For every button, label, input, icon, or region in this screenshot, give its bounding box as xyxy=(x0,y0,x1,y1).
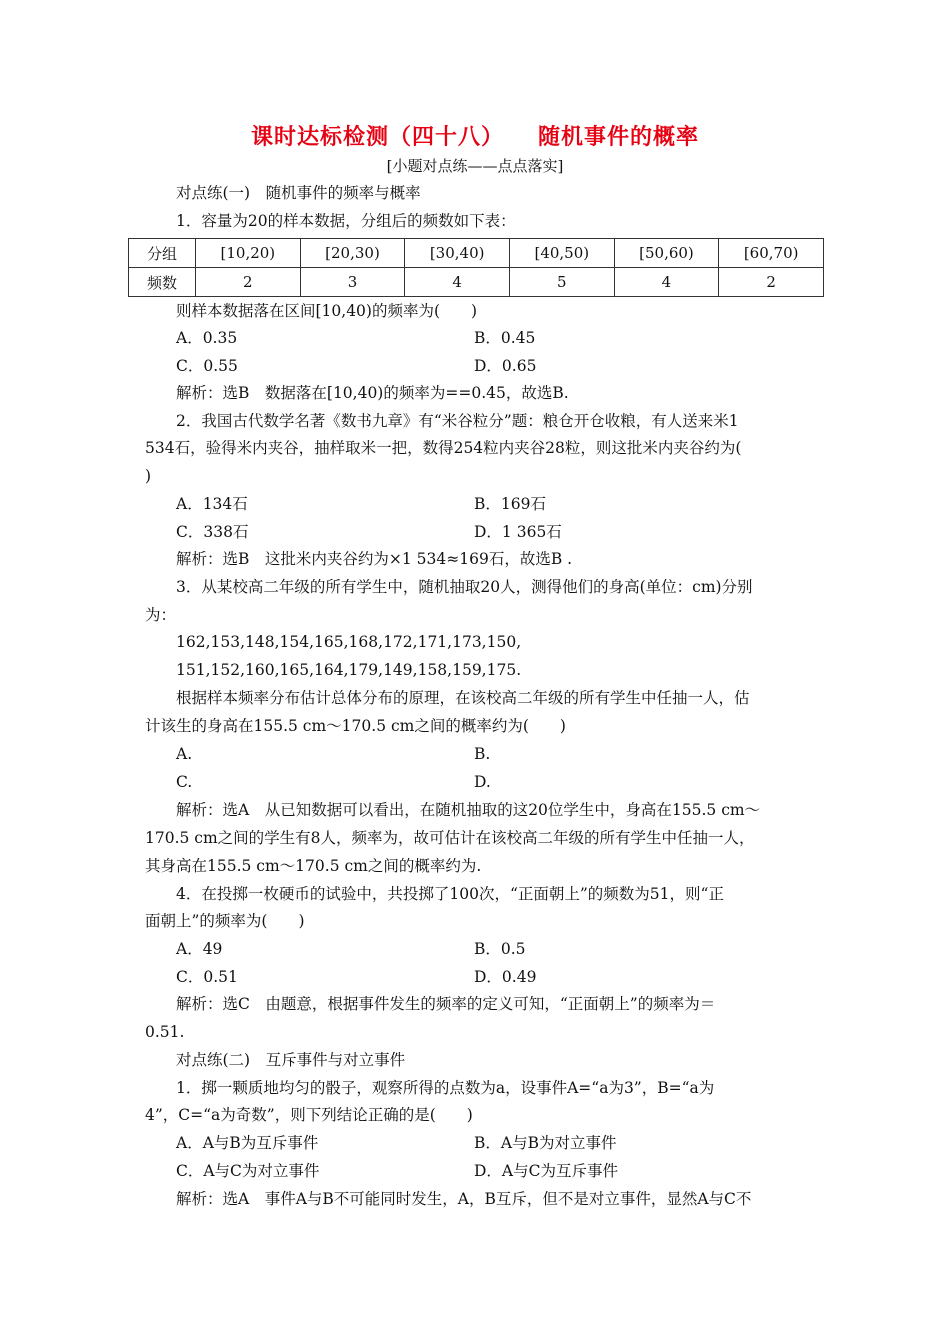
q3-answer-1: 解析：选A 从已知数据可以看出，在随机抽取的这20位学生中，身高在155.5 cm～ xyxy=(176,801,761,819)
q5-option-c: C．A与C为对立事件 xyxy=(176,1162,320,1180)
q5-option-b: B．A与B为对立事件 xyxy=(474,1134,617,1152)
table-cell: [10,20) xyxy=(196,239,301,268)
table-cell: 5 xyxy=(509,268,614,297)
section-heading-1: 对点练(一) 随机事件的频率与概率 xyxy=(176,184,421,202)
table-cell: 4 xyxy=(405,268,510,297)
q5-answer: 解析：选A 事件A与B不可能同时发生，A，B互斥，但不是对立事件，显然A与C不 xyxy=(176,1190,752,1208)
q5-stem-2: 4”，C=“a为奇数”，则下列结论正确的是( ) xyxy=(145,1106,473,1124)
table-cell: 2 xyxy=(196,268,301,297)
q2-answer: 解析：选B 这批米内夹谷约为×1 534≈169石，故选B . xyxy=(176,550,573,568)
table-cell: 3 xyxy=(300,268,405,297)
q4-option-a: A．49 xyxy=(176,940,223,958)
q5-option-d: D．A与C为互斥事件 xyxy=(474,1162,618,1180)
q4-answer-1: 解析：选C 由题意，根据事件发生的频率的定义可知，“正面朝上”的频率为＝ xyxy=(176,995,716,1013)
q2-stem-3: ) xyxy=(145,467,152,485)
q3-data-2: 151,152,160,165,164,179,149,158,159,175. xyxy=(176,661,522,679)
q5-stem-1: 1．掷一颗质地均匀的骰子，观察所得的点数为a，设事件A=“a为3”，B=“a为 xyxy=(176,1079,715,1097)
section-heading-2: 对点练(二) 互斥事件与对立事件 xyxy=(176,1051,406,1069)
q3-question-2: 计该生的身高在155.5 cm～170.5 cm之间的概率约为( ) xyxy=(145,717,566,735)
frequency-table xyxy=(128,238,824,297)
table-cell: [50,60) xyxy=(614,239,719,268)
q1-option-a: A．0.35 xyxy=(176,329,238,347)
q1-option-b: B．0.45 xyxy=(474,329,536,347)
table-cell: [60,70) xyxy=(719,239,824,268)
q4-answer-2: 0.51. xyxy=(145,1023,185,1041)
q1-answer: 解析：选B 数据落在[10,40)的频率为==0.45，故选B. xyxy=(176,384,569,402)
table-cell: 分组 xyxy=(129,239,196,268)
title-part1: 课时达标检测（四十八） xyxy=(250,124,504,150)
subtitle: [小题对点练——点点落实] xyxy=(386,157,564,175)
q4-option-b: B．0.5 xyxy=(474,940,526,958)
q2-option-a: A．134石 xyxy=(176,495,248,513)
q2-option-b: B．169石 xyxy=(474,495,546,513)
table-cell: 4 xyxy=(614,268,719,297)
q2-stem-2: 534石，验得米内夹谷，抽样取米一把，数得254粒内夹谷28粒，则这批米内夹谷约为( xyxy=(145,439,742,457)
table-row xyxy=(129,268,824,297)
q1-stem: 1．容量为20的样本数据，分组后的频数如下表： xyxy=(176,212,516,230)
table-cell: [20,30) xyxy=(300,239,405,268)
q3-stem-1: 3．从某校高二年级的所有学生中，随机抽取20人，测得他们的身高(单位：cm)分别 xyxy=(176,578,753,596)
q3-stem-2: 为： xyxy=(145,606,177,624)
q2-option-c: C．338石 xyxy=(176,523,249,541)
page-title xyxy=(0,120,950,151)
table-row xyxy=(129,239,824,268)
q3-question-1: 根据样本频率分布估计总体分布的原理，在该校高二年级的所有学生中任抽一人，估 xyxy=(176,689,750,707)
q1-question: 则样本数据落在区间[10,40)的频率为( ) xyxy=(176,302,478,320)
q4-stem-1: 4．在投掷一枚硬币的试验中，共投掷了100次，“正面朝上”的频数为51，则“正 xyxy=(176,885,724,903)
q4-option-d: D．0.49 xyxy=(474,968,537,986)
q3-option-c: C. xyxy=(176,773,193,791)
q3-answer-3: 其身高在155.5 cm～170.5 cm之间的概率约为. xyxy=(145,857,482,875)
q3-option-b: B. xyxy=(474,745,491,763)
table-cell: 频数 xyxy=(129,268,196,297)
q2-option-d: D．1 365石 xyxy=(474,523,562,541)
table-cell: 2 xyxy=(719,268,824,297)
q5-option-a: A．A与B为互斥事件 xyxy=(176,1134,319,1152)
q3-answer-2: 170.5 cm之间的学生有8人，频率为，故可估计在该校高二年级的所有学生中任抽一人， xyxy=(145,829,755,847)
q3-option-d: D. xyxy=(474,773,491,791)
q3-data-1: 162,153,148,154,165,168,172,171,173,150, xyxy=(176,633,522,651)
q4-stem-2: 面朝上”的频率为( ) xyxy=(145,912,305,930)
q4-option-c: C．0.51 xyxy=(176,968,238,986)
q3-option-a: A. xyxy=(176,745,193,763)
q1-option-d: D．0.65 xyxy=(474,357,537,375)
q1-option-c: C．0.55 xyxy=(176,357,238,375)
q2-stem-1: 2．我国古代数学名著《数书九章》有“米谷粒分”题：粮仓开仓收粮，有人送来米1 xyxy=(176,412,739,430)
table-cell: [40,50) xyxy=(509,239,614,268)
table-cell: [30,40) xyxy=(405,239,510,268)
title-part2: 随机事件的概率 xyxy=(538,124,700,150)
